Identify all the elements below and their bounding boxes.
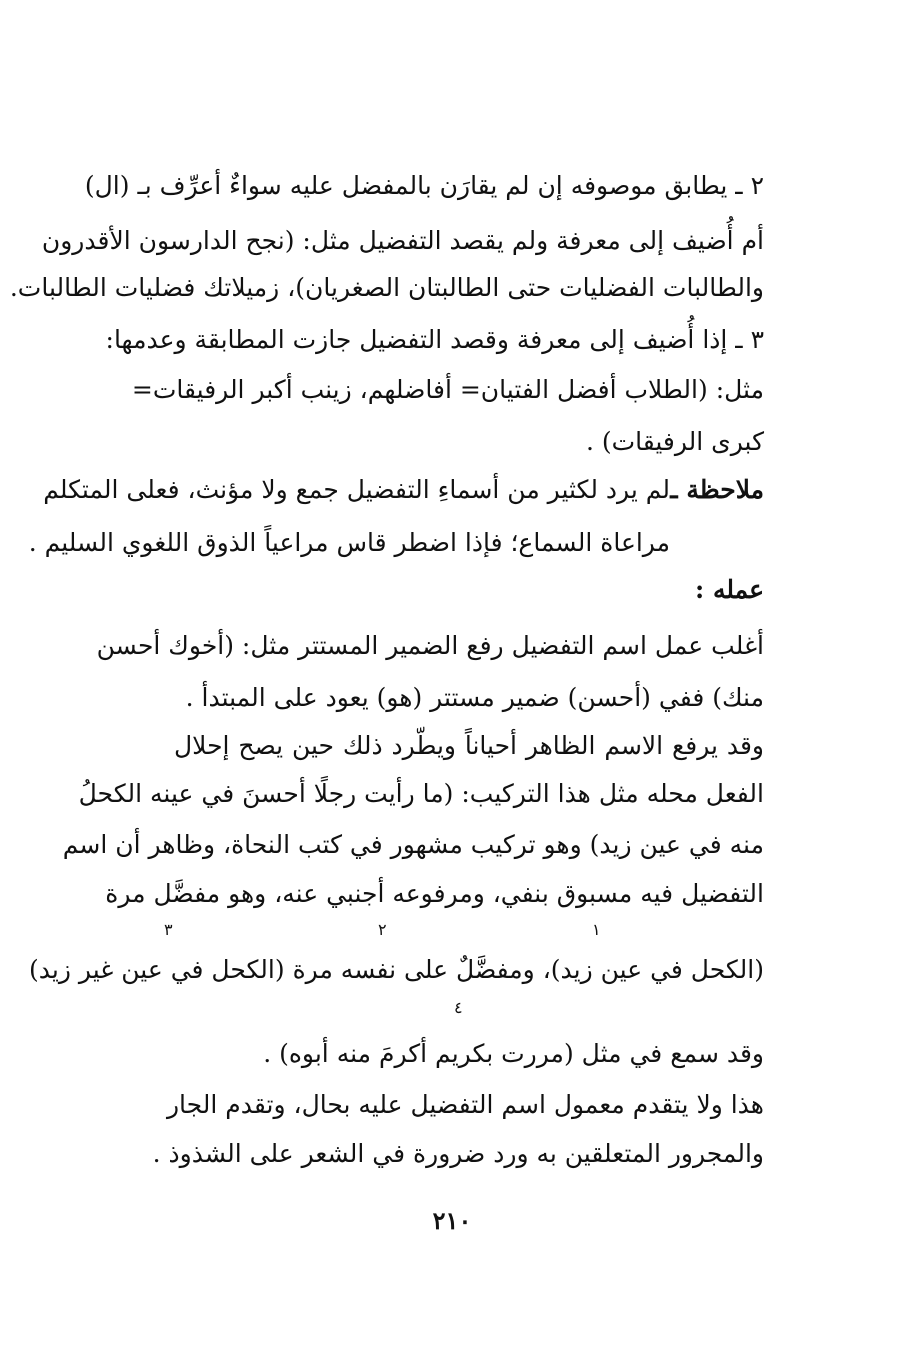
text-line: منك) ففي (أحسن) ضمير مستتر (هو) يعود على المبتدأ . [185, 683, 764, 712]
text-line: والمجرور المتعلقين به ورد ضرورة في الشعر على الشذوذ . [152, 1139, 764, 1168]
text-line: وقد سمع في مثل (مررت بكريم أكرمَ منه أبوه) . [263, 1039, 764, 1068]
text-line: ٢ ـ يطابق موصوفه إن لم يقارَن بالمفضل عليه سواءٌ أعرِّف بـ (ال) [84, 171, 764, 200]
text-line: ٣ ـ إذا أُضيف إلى معرفة وقصد التفضيل جازت المطابقة وعدمها: [105, 325, 764, 354]
text-line: والطالبات الفضليات حتى الطالبتان الصغريان)، زميلاتك فضليات الطالبات. [9, 273, 764, 302]
text-line: الفعل محله مثل هذا التركيب: (ما رأيت رجلًا أحسنَ في عينه الكحلُ [78, 779, 764, 808]
reference-marker: ١ [592, 920, 601, 939]
reference-marker: ٣ [164, 920, 173, 939]
text-line: (الكحل في عين زيد)، ومفضَّلٌ على نفسه مرة (الكحل في عين غير زيد) [29, 955, 764, 984]
section-heading: عمله : [695, 575, 764, 604]
text-line: كبرى الرفيقات) . [585, 427, 764, 456]
text-line: هذا ولا يتقدم معمول اسم التفضيل عليه بحال، وتقدم الجار [166, 1090, 764, 1119]
text-line: أم أُضيف إلى معرفة ولم يقصد التفضيل مثل: (نجح الدارسون الأقدرون [41, 226, 764, 255]
text-line: التفضيل فيه مسبوق بنفي، ومرفوعه أجنبي عنه، وهو مفضَّل مرة [105, 879, 764, 908]
text-line: منه في عين زيد) وهو تركيب مشهور في كتب النحاة، وظاهر أن اسم [62, 830, 764, 859]
page-number: ٢١٠ [432, 1206, 472, 1235]
text-line: وقد يرفع الاسم الظاهر أحياناً ويطّرد ذلك حين يصح إحلال [174, 731, 764, 760]
text-line: مثل: (الطلاب أفضل الفتيان= أفاضلهم، زينب أكبر الرفيقات= [131, 375, 764, 404]
reference-marker: ٢ [378, 920, 387, 939]
note-line: مراعاة السماع؛ فإذا اضطر قاس مراعياً الذوق اللغوي السليم . [28, 528, 670, 557]
note-label: ملاحظة ـ [670, 475, 764, 504]
note-line: لم يرد لكثير من أسماءِ التفضيل جمع ولا مؤنث، فعلى المتكلم [43, 475, 670, 504]
reference-marker: ٤ [454, 998, 463, 1017]
text-line: أغلب عمل اسم التفضيل رفع الضمير المستتر مثل: (أخوك أحسن [96, 631, 764, 660]
